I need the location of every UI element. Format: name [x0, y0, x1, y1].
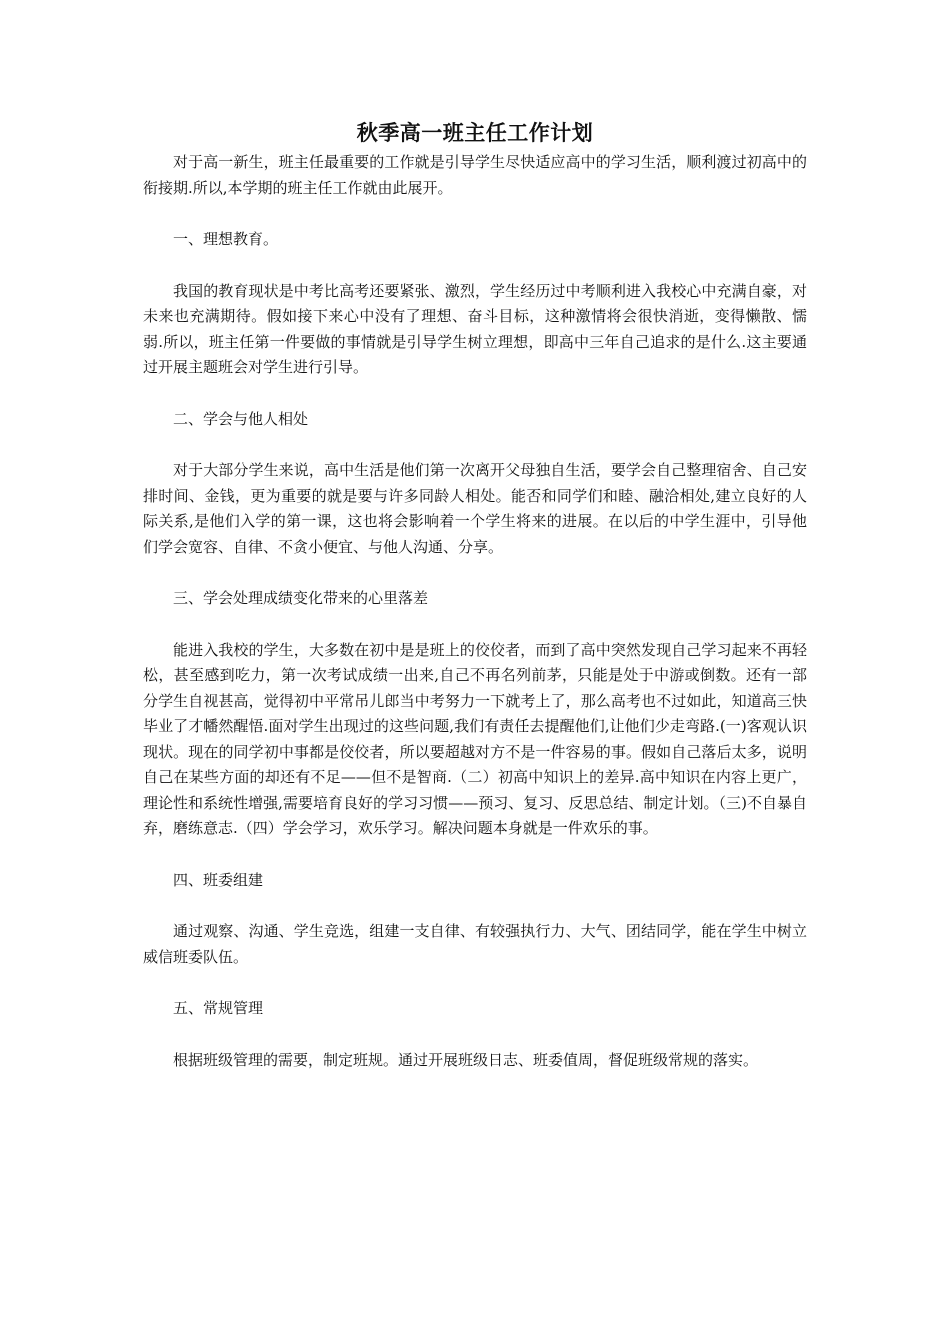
spacer [143, 560, 807, 586]
spacer [143, 432, 807, 458]
section-heading-1: 一、理想教育。 [173, 230, 279, 248]
section-body-2: 对于大部分学生来说，高中生活是他们第一次离开父母独自生活，要学会自己整理宿舍、自己安排时间、金钱，更为重要的就是要与许多同龄人相处。能否和同学们和睦、融洽相处,建立良好的人际关系,是他们入学的第一课，这也将会影响着一个学生将来的进展。在以后的中学生涯中，引导他们学会宽容、自律、不贪小便宜、与他人沟通、分享。 [143, 461, 807, 556]
intro-paragraph: 对于高一新生，班主任最重要的工作就是引导学生尽快适应高中的学习生活，顺利渡过初高中的衔接期.所以,本学期的班主任工作就由此展开。 [143, 153, 807, 197]
spacer [143, 970, 807, 996]
section-heading-5: 五、常规管理 [173, 999, 264, 1017]
spacer [143, 612, 807, 638]
section-body-3: 能进入我校的学生，大多数在初中是是班上的佼佼者，而到了高中突然发现自己学习起来不再轻松，甚至感到吃力，第一次考试成绩一出来,自己不再名列前茅，只能是处于中游或倒数。还有一部分学生自视甚高，觉得初中平常吊儿郎当中考努力一下就考上了，那么高考也不过如此，知道高三快毕业了才幡然醒悟.面对学生出现过的这些问题,我们有责任去提醒他们,让他们少走弯路.(一)客观认识现状。现在的同学初中事都是佼佼者，所以要超越对方不是一件容易的事。假如自己落后太多，说明自己在某些方面的却还有不足——但不是智商.（二）初高中知识上的差异.高中知识在内容上更广，理论性和系统性增强,需要培育良好的学习习惯——预习、复习、反思总结、制定计划。（三)不自暴自弃，磨练意志.（四）学会学习，欢乐学习。解决问题本身就是一件欢乐的事。 [143, 640, 807, 837]
spacer [143, 253, 807, 279]
spacer [143, 381, 807, 407]
section-body-4: 通过观察、沟通、学生竞选，组建一支自律、有较强执行力、大气、团结同学，能在学生中树立威信班委队伍。 [143, 922, 807, 966]
spacer [143, 842, 807, 868]
section-heading-4: 四、班委组建 [173, 870, 264, 889]
section-heading-2: 二、学会与他人相处 [173, 409, 309, 428]
section-body-1: 我国的教育现状是中考比高考还要紧张、激烈，学生经历过中考顺利进入我校心中充满自豪，对未来也充满期待。假如接下来心中没有了理想、奋斗目标，这种激情将会很快消逝，变得懒散、懦弱.所以，班主任第一件要做的事情就是引导学生树立理想，即高中三年自己追求的是什么.这主要通过开展主题班会对学生进行引导。 [143, 281, 807, 376]
spacer [143, 1022, 807, 1048]
section-body-5: 根据班级管理的需要，制定班规。通过开展班级日志、班委值周，督促班级常规的落实。 [173, 1050, 759, 1069]
document-page [143, 118, 807, 1073]
section-heading-3: 三、学会处理成绩变化带来的心里落差 [173, 589, 429, 607]
spacer [143, 201, 807, 227]
document-title: 秋季高一班主任工作计划 [356, 120, 594, 145]
spacer [143, 893, 807, 919]
